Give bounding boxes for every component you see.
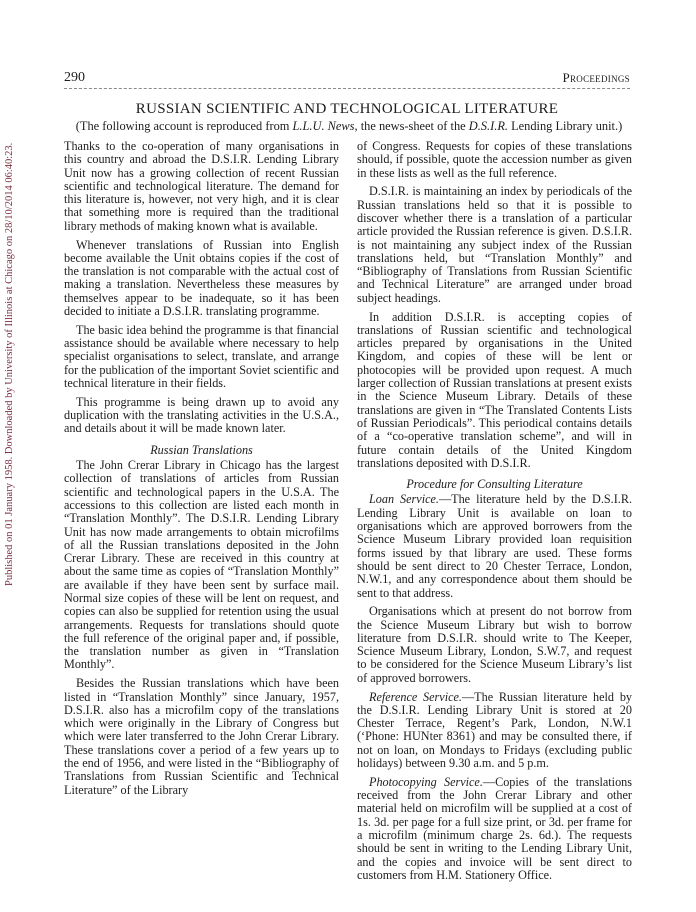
run-in-heading: Loan Service. [369, 492, 439, 507]
source-note [64, 119, 634, 134]
paragraph-text: —The literature held by the D.S.I.R. Lending Library Unit is available on loan to organisations which are approved borrowers from the Science Museum Library provided loan requisition forms issued by that library are used. These forms should be sent direct to 20 Chester Terrace, London, N.W.1, and any correspondence about them should be sent to that address. [357, 492, 632, 600]
paragraph: Organisations which at present do not borrow from the Science Museum Library but wish to borrow literature from D.S.I.R. should write to The Keeper, Science Museum Library, London, S.W.7, and request to be considered for the Science Museum Library’s list of approved borrowers. [357, 604, 632, 685]
paragraph: The John Crerar Library in Chicago has the largest collection of translations of articles from Russian scientific and technological papers in the U.S.A. The accessions to this collection are listed each month in “Translation Monthly”. The D.S.I.R. Lending Library Unit has now made arrangements to obtain microfilms of all the Russian translations deposited in the John Crerar Library. These are received in this country at about the same time as copies of “Translation Monthly” are available if they have been sent by surface mail. Normal size copies of these will be lent on request, and copies can also be supplied for retention using the usual arrangements. Requests for translations should quote the full reference of the original paper and, if possible, the translation number as given in “Translation Monthly”. [64, 458, 339, 672]
section-heading-russian-translations: Russian Translations [150, 442, 253, 457]
download-note: Published on 01 January 1958. Downloaded by University of Illinois at Chicago on 28/10/2014 06:40:23. [4, 142, 15, 586]
section-heading-procedure: Procedure for Consulting Literature [406, 477, 583, 492]
source-publication: L.L.U. News [292, 119, 355, 133]
source-note-start: (The following account is reproduced from [75, 119, 293, 133]
left-column [64, 140, 339, 797]
paragraph: Thanks to the co-operation of many organisations in this country and abroad the D.S.I.R. Lending Library Unit now has a growing collection of recent Russian scientific and technological literature. The demand for this literature is, however, not very high, and it is clear that something more is required than the traditional library methods of making known what is available. [64, 139, 339, 233]
journal-name: Proceedings [562, 70, 630, 85]
paragraph: D.S.I.R. is maintaining an index by periodicals of the Russian translations held so that it is possible to discover whether there is a translation of a particular article provided the Russian reference is given. D.S.I.R. is not maintaining any subject index of the Russian translations held, but “Translation Monthly” and “Bibliography of Translations from Russian Scientific and Technical Literature” are arranged under broad subject headings. [357, 184, 632, 305]
run-in-heading: Photocopying Service. [369, 774, 483, 789]
paragraph: of Congress. Requests for copies of these translations should, if possible, quote the accession number as given in these lists as well as the full reference. [357, 139, 632, 180]
source-organisation: D.S.I.R. [468, 119, 508, 133]
download-watermark [3, 106, 17, 586]
run-in-heading: Reference Service. [369, 689, 462, 704]
running-head [64, 70, 630, 89]
source-note-end: Lending Library unit.) [507, 119, 623, 133]
paragraph-text: —The Russian literature held by the D.S.I.R. Lending Library Unit is stored at 20 Chester Terrace, Regent’s Park, London, N.W.1 (‘Phone: HUNter 8361) and may be consulted there, if not on loan, on Mondays to Fridays (excluding public holidays) between 9.30 a.m. and 5 p.m. [357, 689, 633, 771]
paragraph [357, 493, 632, 599]
paragraph-text: —Copies of the translations received from the John Crerar Library and other material held on microfilm will be supplied at a cost of 1s. 3d. per page for a full size print, or 3d. per frame for a microfilm (minimum charge 2s. 6d.). The requests should be sent in writing to the Lending Library Unit, and the copies and invoice will be sent direct to customers from H.M. Stationery Office. [357, 774, 632, 882]
paragraph [357, 776, 632, 882]
article-title: RUSSIAN SCIENTIFIC AND TECHNOLOGICAL LITERATURE [135, 101, 559, 117]
paragraph: In addition D.S.I.R. is accepting copies of translations of Russian scientific and technological articles prepared by organisations in the United Kingdom, and copies of these will be lent or photocopies will be provided upon request. A much larger collection of Russian translations at present exists in the Science Museum Library. Details of these translations are given in “The Translated Contents Lists of Russian Periodicals”. This periodical contains details of a “co-operative translation scheme”, and will in future contain details of the United Kingdom translations deposited with D.S.I.R. [357, 309, 632, 470]
paragraph [357, 691, 632, 771]
source-note-mid: , the news-sheet of the [354, 119, 469, 133]
paragraph: Besides the Russian translations which have been listed in “Translation Monthly” since January, 1957, D.S.I.R. also has a microfilm copy of the translations which were originally in the Library of Congress but which were later transferred to the John Crerar Library. These translations cover a period of a few years up to the end of 1956, and were listed in the “Bibliography of Translations from Russian Scientific and Technical Literature” of the Library [64, 676, 339, 797]
paragraph: This programme is being drawn up to avoid any duplication with the translating activities in the U.S.A., and details about it will be made known later. [64, 394, 339, 436]
paragraph: Whenever translations of Russian into English become available the Unit obtains copies if the cost of the translation is not comparable with the actual cost of making a translation. Nevertheless these measures by themselves appear to be inadequate, so it has been decided to initiate a D.S.I.R. translating programme. [64, 237, 339, 319]
page-number: 290 [64, 70, 85, 85]
right-column [357, 140, 632, 882]
paragraph: The basic idea behind the programme is that financial assistance should be available where necessary to help specialist organisations to select, translate, and arrange for the publication of the important Soviet scientific and technical literature in their fields. [64, 322, 339, 391]
